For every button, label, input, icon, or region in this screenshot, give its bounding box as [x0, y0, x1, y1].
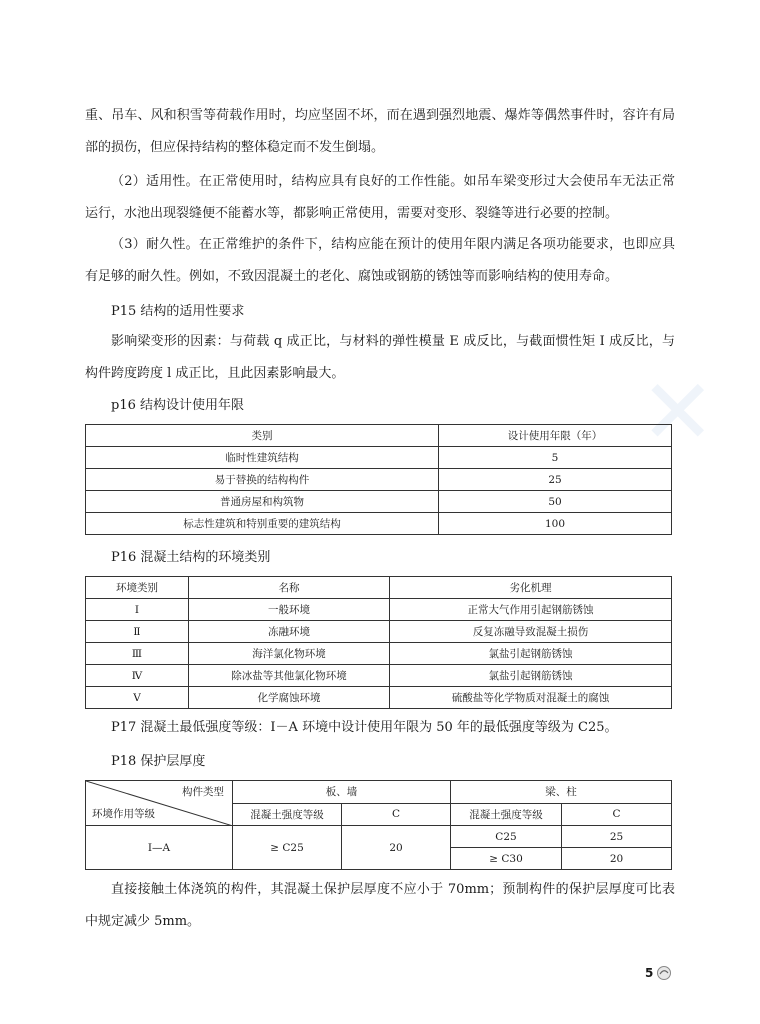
table-cell: ≥ C25: [233, 826, 342, 870]
table-row: [86, 687, 672, 709]
table-row: [86, 447, 672, 469]
table-cell: Ⅴ: [86, 687, 189, 709]
table-cell: 化学腐蚀环境: [189, 687, 390, 709]
table-cell: 氯盐引起钢筋锈蚀: [390, 665, 672, 687]
table-header-cell: 劣化机理: [390, 577, 672, 599]
table-row: [86, 469, 672, 491]
page-corner-icon: [656, 965, 672, 981]
table-header-row: [86, 577, 672, 599]
table-cell: 易于替换的结构构件: [86, 469, 439, 491]
heading-p18: P18 保护层厚度: [111, 754, 206, 769]
environment-class-table: [85, 576, 672, 709]
paragraph-p15: 影响梁变形的因素：与荷载 q 成正比，与材料的弹性模量 E 成反比，与截面惯性矩 I 成反比，与构件跨度跨度 l 成正比，且此因素影响最大。: [85, 334, 675, 381]
paragraph-safety-continued: 重、吊车、风和积雪等荷载作用时，均应坚固不坏，而在遇到强烈地震、爆炸等偶然事件时，容许有局部的损伤，但应保持结构的整体稳定而不发生倒塌。: [85, 108, 675, 155]
table-cell: Ⅰ—A: [86, 826, 233, 870]
table-cell: 5: [439, 447, 672, 469]
table-row: [86, 491, 672, 513]
paragraph-closing: 直接接触土体浇筑的构件，其混凝土保护层厚度不应小于 70mm；预制构件的保护层厚度可比表中规定减少 5mm。: [85, 882, 675, 929]
table-cell: 25: [562, 826, 672, 848]
heading-p16-service-life: p16 结构设计使用年限: [111, 398, 244, 413]
table-cell: 25: [439, 469, 672, 491]
table-cell: C25: [451, 826, 562, 848]
service-life-table: [85, 424, 672, 535]
table-cell: 冻融环境: [189, 621, 390, 643]
table-header-cell: C: [562, 803, 672, 826]
corner-label-bottom: 环境作用等级: [92, 808, 155, 820]
table-cell: 反复冻融导致混凝土损伤: [390, 621, 672, 643]
table-cell: Ⅱ: [86, 621, 189, 643]
table-corner-cell: [86, 781, 233, 826]
table-row: [86, 665, 672, 687]
table-cell: Ⅰ: [86, 599, 189, 621]
table-cell: 50: [439, 491, 672, 513]
table-header-cell: 梁、柱: [451, 781, 672, 804]
paragraph-serviceability: （2）适用性。在正常使用时，结构应具有良好的工作性能。如吊车梁变形过大会使吊车无法正常运行，水池出现裂缝便不能蓄水等，都影响正常使用，需要对变形、裂缝等进行必要的控制。: [85, 174, 675, 221]
table-row: [86, 621, 672, 643]
heading-p15: P15 结构的适用性要求: [111, 304, 245, 319]
table-header-row: [86, 781, 672, 804]
table-header-cell: 环境类别: [86, 577, 189, 599]
table-cell: 普通房屋和构筑物: [86, 491, 439, 513]
table-row: [86, 513, 672, 535]
table-cell: 一般环境: [189, 599, 390, 621]
table-cell: 氯盐引起钢筋锈蚀: [390, 643, 672, 665]
table-cell: 100: [439, 513, 672, 535]
paragraph-p17: P17 混凝土最低强度等级：Ⅰ－A 环境中设计使用年限为 50 年的最低强度等级为 C25。: [111, 720, 618, 735]
corner-label-top: 构件类型: [182, 786, 224, 798]
table-cell: ≥ C30: [451, 848, 562, 870]
table-row: [86, 599, 672, 621]
table-header-cell: 设计使用年限（年）: [439, 425, 672, 447]
table-cell: 20: [562, 848, 672, 870]
table-cell: 20: [342, 826, 451, 870]
table-cell: 海洋氯化物环境: [189, 643, 390, 665]
table-row: [86, 643, 672, 665]
table-header-cell: 混凝土强度等级: [451, 803, 562, 826]
table-row: [86, 826, 672, 848]
page-number: 5: [645, 966, 654, 980]
table-cell: 正常大气作用引起钢筋锈蚀: [390, 599, 672, 621]
table-header-cell: C: [342, 803, 451, 826]
table-header-cell: 名称: [189, 577, 390, 599]
table-header-cell: 混凝土强度等级: [233, 803, 342, 826]
paragraph-durability: （3）耐久性。在正常维护的条件下，结构应能在预计的使用年限内满足各项功能要求，也即应具有足够的耐久性。例如，不致因混凝土的老化、腐蚀或钢筋的锈蚀等而影响结构的使用寿命。: [85, 237, 675, 284]
table-header-cell: 类别: [86, 425, 439, 447]
table-header-cell: 板、墙: [233, 781, 451, 804]
table-cell: 除冰盐等其他氯化物环境: [189, 665, 390, 687]
table-cell: Ⅳ: [86, 665, 189, 687]
cover-thickness-table: [85, 780, 672, 870]
table-cell: 标志性建筑和特别重要的建筑结构: [86, 513, 439, 535]
table-cell: Ⅲ: [86, 643, 189, 665]
table-cell: 临时性建筑结构: [86, 447, 439, 469]
table-header-row: [86, 425, 672, 447]
watermark: ✕: [640, 360, 716, 465]
heading-p16-environment: P16 混凝土结构的环境类别: [111, 550, 271, 565]
table-cell: 硫酸盐等化学物质对混凝土的腐蚀: [390, 687, 672, 709]
